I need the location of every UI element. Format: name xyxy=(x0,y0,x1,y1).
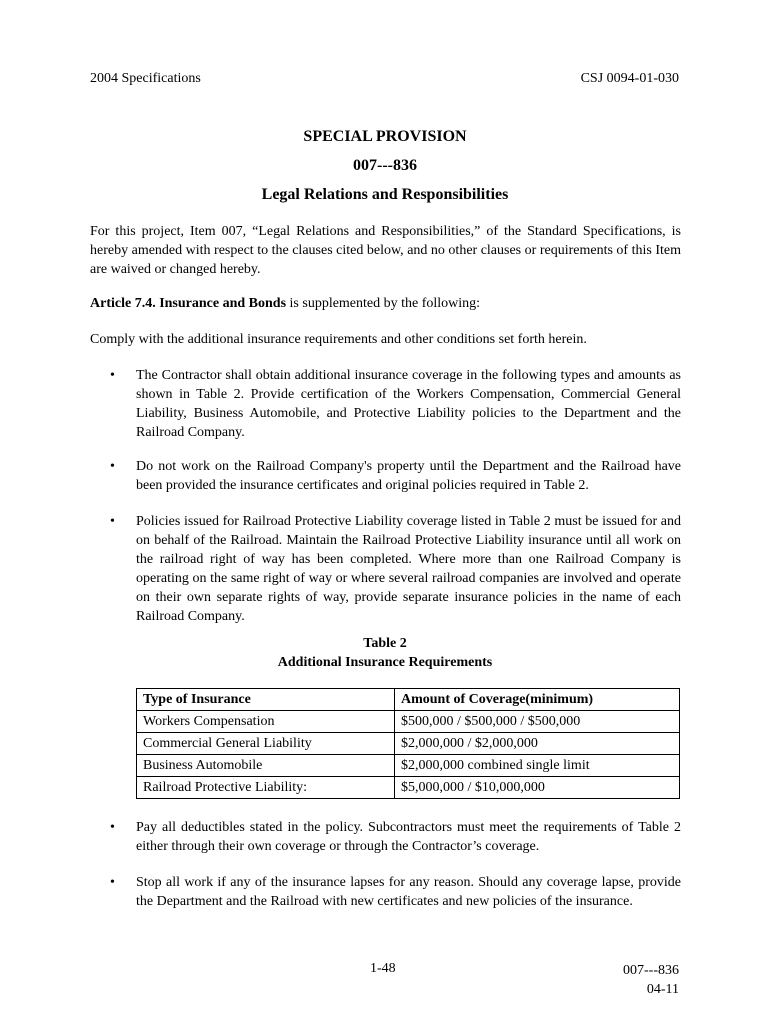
article-paragraph xyxy=(90,294,681,313)
table-row xyxy=(137,733,680,755)
bullet-icon: • xyxy=(110,820,115,835)
list-item-text: Policies issued for Railroad Protective Liability coverage listed in Table 2 must be issued for and on behalf of the Railroad. Maintain the Railroad Protective Liability insurance until all work on the railroad right of way has been completed. Where more than one Railroad Company is operating on the same right of way or where several railroad companies are involved and operate on their own separate rights of way, provide separate insurance policies in the name of each Railroad Company. xyxy=(136,514,681,624)
list-item-text: The Contractor shall obtain additional insurance coverage in the following types and amounts as shown in Table 2. Provide certification of the Workers Compensation, Commercial General Liability, Business Automobile, and Protective Liability policies to the Department and the Railroad Company. xyxy=(136,368,681,440)
footer-page-number: 1-48 xyxy=(370,961,396,976)
table-caption-number: Table 2 xyxy=(363,636,407,651)
title-special-provision: SPECIAL PROVISION xyxy=(303,128,467,145)
article-text: is supplemented by the following: xyxy=(286,296,481,311)
intro-paragraph: For this project, Item 007, “Legal Relations and Responsibilities,” of the Standard Specifications, is hereby amended with respect to the clauses cited below, and no other clauses or requirements of this Item are waived or changed hereby. xyxy=(90,224,681,277)
bullet-icon: • xyxy=(110,514,115,529)
table-cell-type: Workers Compensation xyxy=(137,711,395,733)
list-item-text: Pay all deductibles stated in the policy. Subcontractors must meet the requirements of Table 2 either through their own coverage or through the Contractor’s coverage. xyxy=(136,820,681,854)
title-provision-number: 007---836 xyxy=(353,157,417,174)
table-cell-type: Business Automobile xyxy=(137,755,395,777)
list-item-text: Do not work on the Railroad Company's property until the Department and the Railroad have been provided the insurance certificates and original policies required in Table 2. xyxy=(136,459,681,493)
header-spec-year: 2004 Specifications xyxy=(90,71,201,86)
header-csj-number: CSJ 0094-01-030 xyxy=(580,71,679,86)
insurance-requirements-table xyxy=(136,688,680,799)
table-row xyxy=(137,711,680,733)
table-cell-type: Commercial General Liability xyxy=(137,733,395,755)
table-cell-amount: $5,000,000 / $10,000,000 xyxy=(395,777,680,799)
column-header-amount: Amount of Coverage(minimum) xyxy=(395,689,680,711)
table-row xyxy=(137,755,680,777)
table-cell-amount: $2,000,000 combined single limit xyxy=(395,755,680,777)
footer-provision-code xyxy=(623,961,679,999)
article-heading: Article 7.4. Insurance and Bonds xyxy=(90,296,287,311)
footer-date: 04-11 xyxy=(646,982,679,997)
table-cell-type: Railroad Protective Liability: xyxy=(137,777,395,799)
list-item-text: Stop all work if any of the insurance lapses for any reason. Should any coverage lapse, provide the Department and the Railroad with new certificates and new policies of the insurance. xyxy=(136,875,681,909)
bullet-icon: • xyxy=(110,459,115,474)
table-header-row xyxy=(137,689,680,711)
comply-paragraph: Comply with the additional insurance requirements and other conditions set forth herein. xyxy=(90,332,587,347)
table-row xyxy=(137,777,680,799)
column-header-type: Type of Insurance xyxy=(137,689,395,711)
table-cell-amount: $2,000,000 / $2,000,000 xyxy=(395,733,680,755)
table-cell-amount: $500,000 / $500,000 / $500,000 xyxy=(395,711,680,733)
bullet-icon: • xyxy=(110,368,115,383)
footer-code: 007---836 xyxy=(623,963,679,978)
bullet-icon: • xyxy=(110,875,115,890)
title-subject: Legal Relations and Responsibilities xyxy=(261,186,509,203)
table-caption-title: Additional Insurance Requirements xyxy=(277,655,493,670)
